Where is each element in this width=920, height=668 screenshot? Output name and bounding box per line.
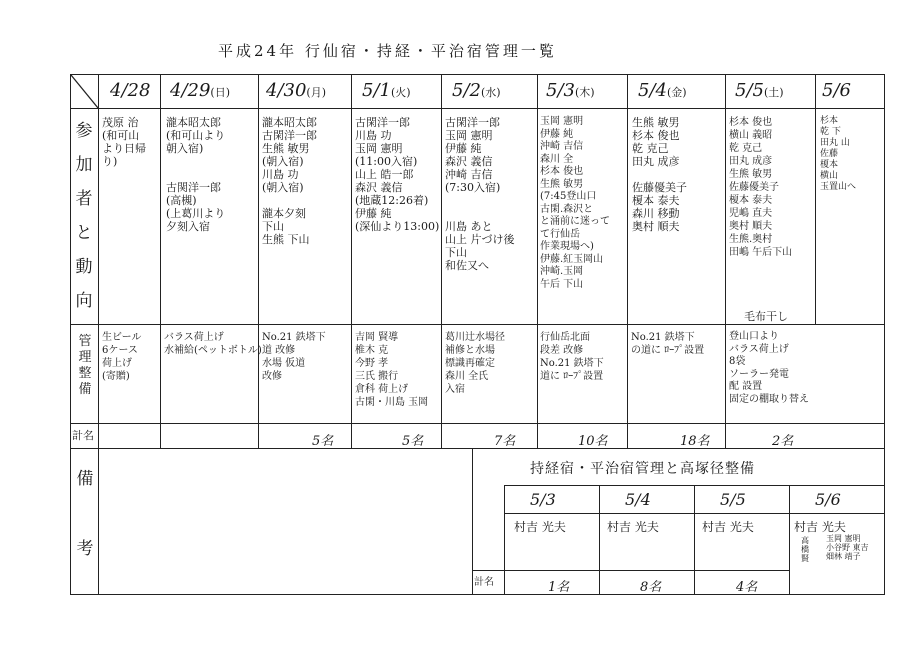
total-cell-5-5: 2名 xyxy=(772,434,794,449)
management-cell-1: バラス荷上げ 水補給(ペットボトル) xyxy=(164,332,262,356)
remarks-label-rule xyxy=(98,448,99,595)
sub-table-inner-left-rule xyxy=(504,485,505,595)
header-rule xyxy=(70,108,885,109)
sub-col-rule-1 xyxy=(599,485,600,595)
sub-col-rule-2 xyxy=(694,485,695,595)
participants-cell-2: 瀧本昭太郎 古閑洋一郎 生熊 敏男 (朝入宿) 川島 功 (朝入宿) 瀧本夕刻 下山 生熊 下山 xyxy=(262,116,317,246)
total-cell-5-4: 18名 xyxy=(680,434,710,449)
row-label-remarks-bottom: 考 xyxy=(76,539,94,559)
participants-cell-4: 古閑洋一郎 玉岡 憲明 伊藤 純 森沢 義信 沖崎 吉信 (7:30入宿) 川島 あと 山上 片づけ後 下山 和佐又へ xyxy=(445,116,515,272)
participants-cell-5: 玉岡 憲明 伊藤 純 沖崎 吉信 森川 全 杉本 俊也 生熊 敏男 (7:45登山口 古閑.森沢と と涌前に迷って て行仙岳 作業現場へ) 伊藤.紅玉岡山 沖崎.玉岡 午后 下山 xyxy=(540,116,610,290)
col-rule-7 xyxy=(725,74,726,448)
participants-cell-1: 瀧本昭太郎 (和可山より 朝入宿) 古関洋一郎 (高槻) (上葛川より 夕刻入宿 xyxy=(166,116,226,233)
date-header-0: 4/28 xyxy=(110,80,151,101)
sub-date-1: 5/4 xyxy=(625,490,651,509)
date-header-3: 5/1(火) xyxy=(362,80,411,101)
participants-rule xyxy=(70,324,885,325)
sub-date-3: 5/6 xyxy=(815,490,841,509)
total-cell-5-2: 7名 xyxy=(494,434,516,449)
date-header-4: 5/2(水) xyxy=(452,80,501,101)
management-cell-3: 吉岡 賢導 椎木 克 今野 孝 三氏 搬行 倉科 荷上げ 古閑・川島 玉岡 xyxy=(355,332,429,408)
sub-person-2: 村吉 光夫 xyxy=(702,520,754,534)
sub-total-2: 4名 xyxy=(736,580,758,595)
total-cell-4-30: 5名 xyxy=(312,434,334,449)
participants-cell-3: 古閑洋一郎 川島 功 玉岡 憲明 (11:00入宿) 山上 皓一郎 森沢 義信 (地蔵12:26着) 伊藤 純 (深仙より13:00) xyxy=(355,116,440,233)
sub-table-left-rule xyxy=(472,448,473,595)
col-rule-1 xyxy=(160,74,161,448)
sub-total-label: 計名 xyxy=(474,577,494,588)
col-rule-8 xyxy=(815,74,816,324)
participants-cell-6: 生熊 敏男 杉本 俊也 乾 克己 田丸 成彦 佐藤優美子 榎本 泰夫 森川 移動 奥村 順夫 xyxy=(632,116,687,233)
management-cell-6: No.21 鉄塔下 の道に ﾛｰﾌﾟ設置 xyxy=(631,332,705,356)
row-label-management: 管 理 整 備 xyxy=(78,334,92,397)
col-rule-4 xyxy=(441,74,442,448)
sub-person-1: 村吉 光夫 xyxy=(607,520,659,534)
participants-cell-8: 杉本 乾 下 田丸 山 佐藤 榎本 横山 玉置山へ xyxy=(820,116,857,192)
note-mofu: 毛布干し xyxy=(744,310,788,323)
col-rule-6 xyxy=(627,74,628,448)
sub-table-title: 持経宿・平治宿管理と高塚径整備 xyxy=(530,461,755,477)
sub-col-rule-3 xyxy=(789,485,790,595)
header-diagonal xyxy=(70,74,99,109)
total-cell-5-3: 10名 xyxy=(578,434,608,449)
date-header-6: 5/4(金) xyxy=(638,80,687,101)
management-cell-5: 行仙岳北面 段差 改修 No.21 鉄塔下 道に ﾛｰﾌﾟ設置 xyxy=(540,332,604,382)
participants-cell-7: 杉本 俊也 横山 義昭 乾 克己 田丸 成彦 生熊 敏男 佐藤優美子 榎本 泰夫 児嶋 直夫 奥村 順夫 生熊.奥村 田嶋 午后下山 xyxy=(729,117,793,258)
management-cell-4: 葛川辻水場径 補修と水場 標識再確定 森川 全氏 入宿 xyxy=(445,332,505,395)
document-title: 平成24年 行仙宿・持経・平治宿管理一覧 xyxy=(218,42,557,60)
sub-date-2: 5/5 xyxy=(720,490,746,509)
sub-person-0: 村吉 光夫 xyxy=(514,520,566,534)
sub-extra-names: 玉岡 憲明 小谷野 東吉 畑林 靖子 xyxy=(826,534,869,561)
sub-date-0: 5/3 xyxy=(530,490,556,509)
sub-total-0: 1名 xyxy=(548,580,570,595)
sub-total-1: 8名 xyxy=(640,580,662,595)
date-header-5: 5/3(木) xyxy=(546,80,595,101)
management-cell-2: No.21 鉄塔下 道 改修 水場 仮道 改修 xyxy=(262,332,326,382)
row-label-remarks-top: 備 xyxy=(76,469,94,489)
row-label-participants: 参 加 者 と 動 向 xyxy=(75,121,93,311)
sub-total-rule xyxy=(472,570,790,571)
date-header-2: 4/30(月) xyxy=(266,80,327,101)
sub-person-3: 村吉 光夫 xyxy=(794,520,846,534)
total-rule xyxy=(70,448,885,449)
total-cell-5-1: 5名 xyxy=(402,434,424,449)
date-header-8: 5/6 xyxy=(822,80,851,101)
management-cell-7: 登山口より バラス荷上げ 8袋 ソーラー発電 配 設置 固定の棚取り替え xyxy=(729,331,809,405)
col-rule-2 xyxy=(258,74,259,448)
management-cell-0: 生ビール 6ケース 荷上げ (寄贈) xyxy=(102,332,142,382)
col-rule-3 xyxy=(351,74,352,448)
date-header-7: 5/5(土) xyxy=(735,80,784,101)
col-rule-5 xyxy=(537,74,538,448)
management-rule xyxy=(70,423,885,424)
sub-extra-side: 高 橋 賢 xyxy=(801,536,809,563)
row-label-total: 計名 xyxy=(72,429,94,442)
participants-cell-0: 茂原 治 (和可山 より日帰 り) xyxy=(102,116,146,168)
date-header-1: 4/29(日) xyxy=(170,80,231,101)
